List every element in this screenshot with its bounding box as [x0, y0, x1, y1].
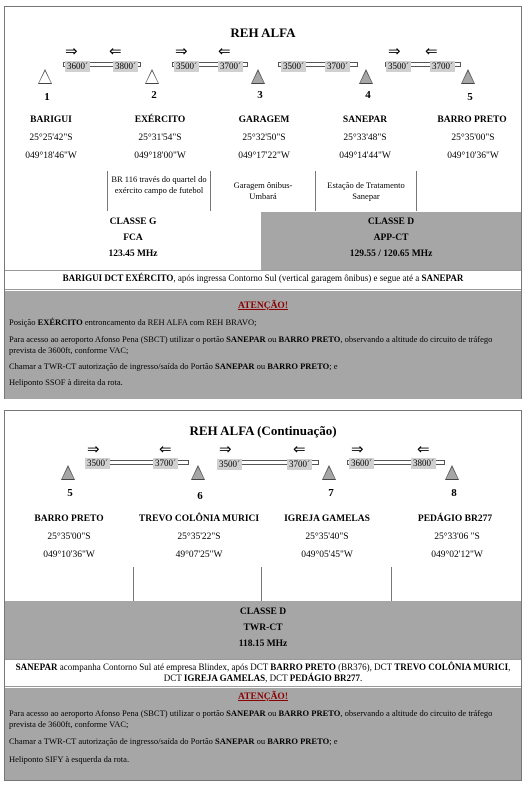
- waypoint-name: BARIGUI: [30, 115, 72, 125]
- waypoint-longitude: 049°18'46"W: [25, 151, 77, 161]
- waypoint-latitude: 25°33'48"S: [343, 133, 387, 143]
- class-label: CLASSE G: [109, 217, 157, 227]
- attention-line: Para acesso ao aeroporto Afonso Pena (SBCT) utilizar o portão SANEPAR ou BARRO PRETO, observando a altitude do circuito de tráfego prevista de 3600ft, conforme VAC;: [9, 708, 493, 729]
- airspace-class-d: [5, 601, 521, 659]
- waypoint-triangle-icon: [145, 69, 159, 84]
- right-arrow-icon: ⇒: [87, 440, 100, 458]
- attention-line: Posição EXÉRCITO entroncamento da REH ALFA com REH BRAVO;: [9, 317, 257, 327]
- waypoint-number: 3: [257, 89, 263, 101]
- waypoint-number: 8: [451, 487, 457, 499]
- reh-alfa-card: [4, 6, 522, 399]
- waypoint-name: GARAGEM: [238, 115, 290, 125]
- left-arrow-icon: ⇐: [293, 440, 306, 458]
- left-arrow-icon: ⇐: [159, 440, 172, 458]
- waypoint-triangle-icon: [38, 69, 52, 84]
- route-description: BARIGUI DCT EXÉRCITO, após ingressa Contorno Sul (vertical garagem ônibus) e segue até a SANEPAR: [5, 270, 521, 290]
- attention-line: Chamar a TWR-CT autorização de ingresso/saída do Portão SANEPAR ou BARRO PRETO; e: [9, 361, 338, 371]
- altitude-label: 3800´: [115, 61, 136, 71]
- waypoint-latitude: 25°35'00"S: [47, 532, 91, 542]
- waypoint-latitude: 25°32'50"S: [242, 133, 286, 143]
- waypoint-name: BARRO PRETO: [437, 115, 507, 125]
- waypoint-triangle-icon: [191, 465, 205, 480]
- waypoint-latitude: 25°31'54"S: [138, 133, 182, 143]
- waypoint-name: TREVO COLÔNIA MURICI: [138, 514, 260, 524]
- attention-line: Chamar a TWR-CT autorização de ingresso/saída do Portão SANEPAR ou BARRO PRETO; e: [9, 736, 338, 746]
- altitude-label: 3600´: [351, 458, 372, 468]
- right-arrow-icon: ⇒: [65, 42, 78, 60]
- altitude-label: 3700´: [289, 459, 310, 469]
- waypoint-number: 6: [197, 490, 203, 502]
- waypoint-name: SANEPAR: [342, 115, 388, 125]
- waypoint-number: 4: [365, 89, 371, 101]
- altitude-label: 3600´: [67, 61, 88, 71]
- frequency: 129.55 / 120.65 MHz: [349, 249, 433, 259]
- waypoint-longitude: 049°17'22"W: [238, 151, 290, 161]
- right-arrow-icon: ⇒: [219, 440, 232, 458]
- waypoint-longitude: 049°14'44"W: [339, 151, 391, 161]
- right-arrow-icon: ⇒: [388, 42, 401, 60]
- waypoint-longitude: 049°18'00"W: [134, 151, 186, 161]
- reh-alfa-continuation-card: [4, 410, 522, 781]
- waypoint-number: 7: [328, 487, 334, 499]
- waypoint-latitude: 25°35'22"S: [177, 532, 221, 542]
- divider: [107, 171, 108, 211]
- waypoint-triangle-icon: [445, 465, 459, 480]
- waypoint-number: 2: [151, 89, 157, 101]
- waypoint-note: Estação de Tratamento Sanepar: [327, 180, 405, 201]
- left-arrow-icon: ⇐: [417, 440, 430, 458]
- altitude-label: 3500´: [176, 61, 197, 71]
- waypoint-number: 1: [44, 91, 50, 103]
- altitude-label: 3500´: [283, 61, 304, 71]
- atc-unit: APP-CT: [373, 233, 409, 243]
- waypoint-triangle-icon: [359, 69, 373, 84]
- waypoint-longitude: 049°10'36"W: [43, 550, 95, 560]
- waypoint-longitude: 049°02'12"W: [431, 550, 483, 560]
- altitude-label: 3700´: [155, 458, 176, 468]
- atc-unit: TWR-CT: [243, 623, 283, 633]
- left-arrow-icon: ⇐: [109, 42, 122, 60]
- divider: [133, 567, 134, 601]
- left-arrow-icon: ⇐: [218, 42, 231, 60]
- divider: [210, 171, 211, 211]
- left-arrow-icon: ⇐: [425, 42, 438, 60]
- waypoint-note: Garagem ônibus-Umbará: [233, 180, 293, 201]
- waypoint-latitude: 25°35'40"S: [305, 532, 349, 542]
- route-description: SANEPAR acompanha Contorno Sul até empresa Blindex, após DCT BARRO PRETO (BR376), DCT TREVO COLÔNIA MURICI, DCT IGREJA GAMELAS, DCT PEDÁGIO BR277.: [5, 659, 521, 687]
- attention-heading: ATENÇÃO!: [238, 301, 288, 311]
- airspace-class-d: [261, 212, 521, 270]
- divider: [315, 171, 316, 211]
- divider: [416, 171, 417, 211]
- waypoint-latitude: 25°33'06 "S: [434, 532, 480, 542]
- waypoint-latitude: 25°25'42"S: [29, 133, 73, 143]
- class-label: CLASSE D: [367, 217, 415, 227]
- sheet2-title: REH ALFA (Continuação): [189, 423, 337, 438]
- altitude-label: 3800´: [413, 458, 434, 468]
- attention-line: Para acesso ao aeroporto Afonso Pena (SBCT) utilizar o portão SANEPAR ou BARRO PRETO, observando a altitude do circuito de tráfego prevista de 3600ft, conforme VAC;: [9, 334, 493, 355]
- altitude-label: 3500´: [388, 61, 409, 71]
- waypoint-triangle-icon: [322, 465, 336, 480]
- waypoint-triangle-icon: [461, 69, 475, 84]
- altitude-label: 3500´: [219, 459, 240, 469]
- atc-unit: FCA: [123, 233, 143, 243]
- waypoint-name: PEDÁGIO BR277: [417, 514, 493, 524]
- attention-box: [5, 688, 521, 780]
- altitude-label: 3700´: [220, 61, 241, 71]
- frequency: 123.45 MHz: [108, 249, 158, 259]
- waypoint-latitude: 25°35'00"S: [451, 133, 495, 143]
- right-arrow-icon: ⇒: [351, 440, 364, 458]
- waypoint-number: 5: [67, 487, 73, 499]
- waypoint-name: EXÉRCITO: [134, 115, 186, 125]
- waypoint-triangle-icon: [251, 69, 265, 84]
- sheet1-title: REH ALFA: [230, 25, 296, 40]
- waypoint-longitude: 49°07'25"W: [175, 550, 223, 560]
- altitude-label: 3700´: [432, 61, 453, 71]
- airspace-class-g: [5, 212, 261, 270]
- divider: [391, 567, 392, 601]
- altitude-label: 3700´: [327, 61, 348, 71]
- frequency: 118.15 MHz: [238, 639, 288, 649]
- attention-line: Heliponto SSOF à direita da rota.: [9, 377, 123, 387]
- waypoint-number: 5: [467, 91, 473, 103]
- waypoint-longitude: 049°05'45"W: [301, 550, 353, 560]
- attention-heading: ATENÇÃO!: [238, 692, 288, 702]
- attention-box: [5, 291, 521, 399]
- right-arrow-icon: ⇒: [175, 42, 188, 60]
- attention-line: Heliponto SIFY à esquerda da rota.: [9, 754, 130, 764]
- altitude-label: 3500´: [87, 458, 108, 468]
- divider: [261, 567, 262, 601]
- class-label: CLASSE D: [239, 607, 287, 617]
- waypoint-longitude: 049°10'36"W: [447, 151, 499, 161]
- waypoint-name: BARRO PRETO: [34, 514, 104, 524]
- waypoint-triangle-icon: [61, 465, 75, 480]
- waypoint-note: BR 116 través do quartel do exército campo de futebol: [111, 174, 207, 195]
- waypoint-name: IGREJA GAMELAS: [284, 514, 370, 524]
